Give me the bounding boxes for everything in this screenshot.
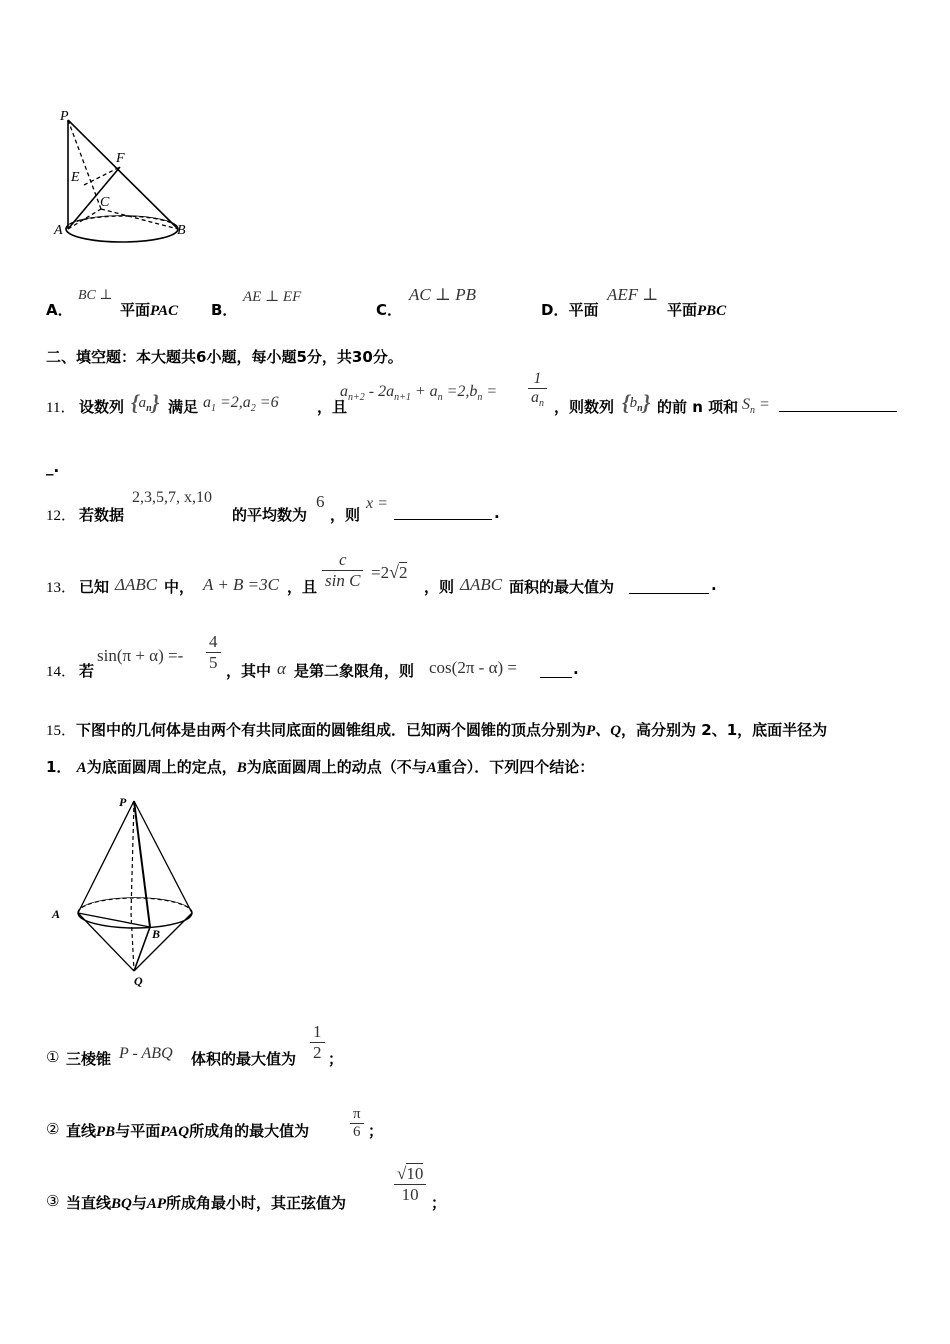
label-A: A bbox=[54, 223, 63, 238]
label-C: C bbox=[100, 195, 110, 210]
label-P2: P bbox=[119, 795, 127, 809]
q13-answer-blank[interactable] bbox=[629, 592, 709, 594]
label-B2: B bbox=[152, 927, 161, 941]
label-A2: A bbox=[52, 907, 61, 921]
question-12: 12． 若数据 2,3,5,7, x,10 的平均数为 6 ，则 x = . bbox=[46, 489, 500, 524]
label-B: B bbox=[177, 223, 186, 238]
section-heading: 二、填空题：本大题共6小题，每小题5分，共30分。 bbox=[46, 348, 403, 366]
q11-tail: _. bbox=[46, 458, 60, 476]
option-a-label: A． bbox=[46, 301, 73, 319]
label-F: F bbox=[116, 151, 125, 166]
question-14: 14． 若 sin(π + α) =- $\frac{4}{5}$ ，其中 α 是第二象限角，则 cos(2π - α) = . bbox=[46, 632, 579, 680]
figure-pyramid-cone bbox=[46, 100, 206, 250]
option-a-text: 平面PAC bbox=[120, 301, 179, 319]
conclusion-1: ① 三棱锥 P - ABQ 体积的最大值为 $\frac{1}{2}$ ； bbox=[46, 1022, 344, 1068]
conclusion-2: ② 直线PB与平面PAQ所成角的最大值为 $\frac{\pi}{6}$ ； bbox=[46, 1106, 384, 1140]
q14-answer-blank[interactable] bbox=[540, 676, 572, 678]
label-P: P bbox=[60, 109, 69, 124]
figure-double-cone bbox=[46, 792, 206, 992]
question-15-line1: 15．下图中的几何体是由两个有共同底面的圆锥组成．已知两个圆锥的顶点分别为P、Q，高分别为 2、1，底面半径为 bbox=[46, 721, 828, 739]
question-11: 11． 设数列 $\{a_n\}$ 满足 $a_1 =2,a_2 =6$ ，且 $a_{n+2} - 2a_{n+1} + a_n =2,b_n$ = $\frac{1}{a_n}$ ，则数列 $\{b_n\}$ 的前 n 项和 $S_n$ = bbox=[46, 372, 906, 422]
option-c-math: AC ⊥ PB bbox=[409, 285, 476, 304]
option-c-label: C． bbox=[376, 301, 403, 319]
question-13: 13． 已知 ΔABC 中， A + B =3C ，且 $\frac{c}{\text{sin C}}$ =2√2 ，则 ΔABC 面积的最大值为 . bbox=[46, 550, 717, 596]
q11-answer-blank[interactable] bbox=[779, 410, 897, 412]
conclusion-3: ③ 当直线BQ与AP所成角最小时，其正弦值为 $\frac{√10}{10}$ ； bbox=[46, 1164, 447, 1212]
option-b-label: B． bbox=[211, 301, 238, 319]
option-b-math: AE ⊥ EF bbox=[243, 289, 302, 305]
option-a-math: BC ⊥ bbox=[78, 288, 113, 303]
option-d-text2: 平面PBC bbox=[667, 301, 727, 319]
option-d-math: AEF ⊥ bbox=[607, 285, 659, 304]
question-15-line2: 1． A为底面圆周上的定点，B为底面圆周上的动点（不与A重合）．下列四个结论： bbox=[46, 758, 595, 776]
option-d-label: D．平面 bbox=[541, 301, 599, 319]
label-E: E bbox=[71, 170, 80, 185]
label-Q2: Q bbox=[134, 974, 143, 988]
q12-answer-blank[interactable] bbox=[394, 518, 492, 520]
